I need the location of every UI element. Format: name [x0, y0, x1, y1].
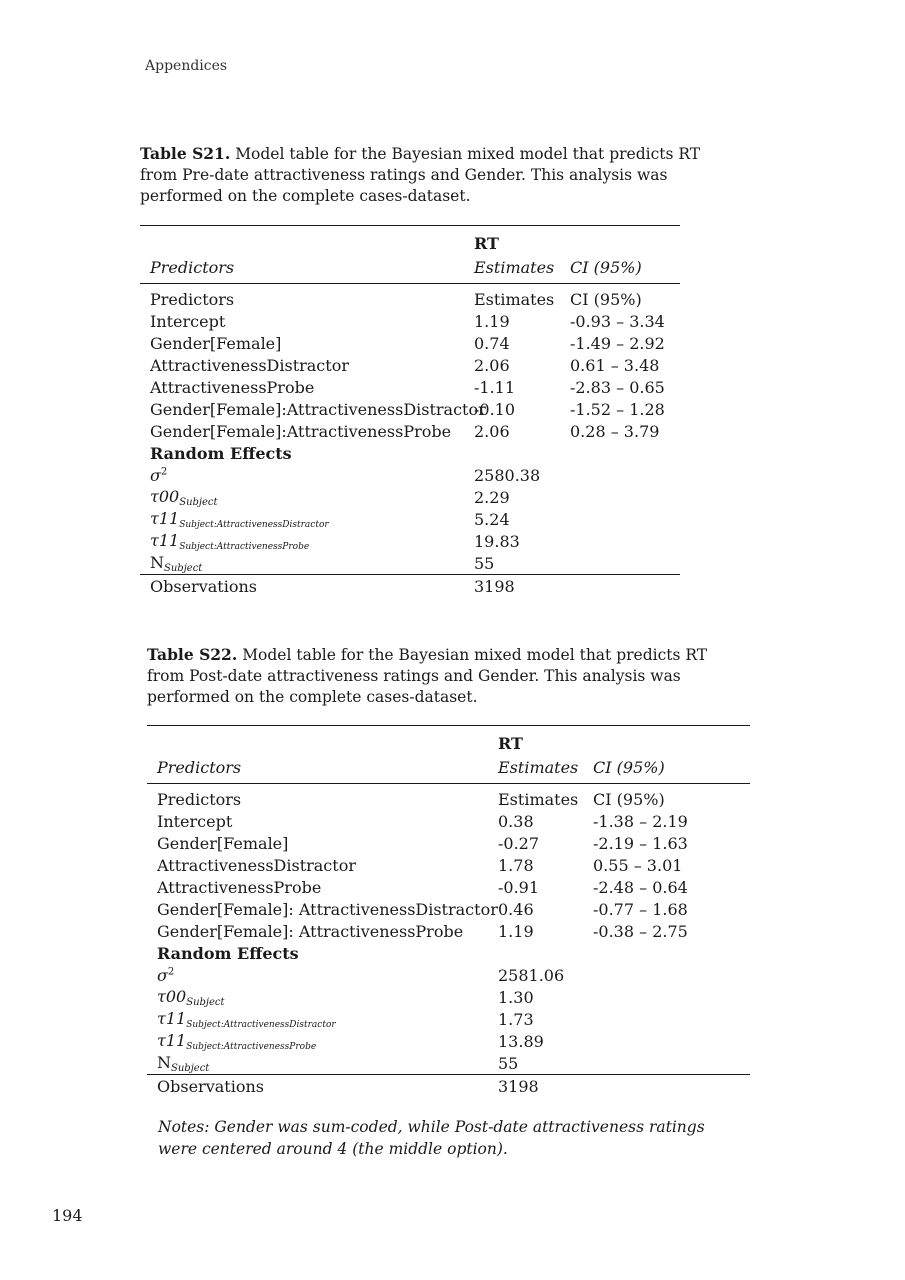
- table-row: [140, 332, 680, 354]
- table-s21-col-estimates: Estimates: [474, 257, 555, 277]
- cell-estimate: 55: [474, 553, 495, 573]
- cell-estimate: 1.78: [498, 855, 534, 875]
- cell-estimate: 2.06: [474, 421, 510, 441]
- cell-ci: -1.38 – 2.19: [593, 811, 688, 831]
- cell-predictor: AttractivenessProbe: [150, 377, 315, 397]
- table-row: [140, 420, 680, 442]
- table-s21-dv-header: RT: [474, 233, 499, 253]
- table-row: [147, 788, 750, 810]
- table-s21-col-predictors: Predictors: [150, 257, 235, 277]
- table-row: [147, 920, 750, 942]
- running-head: Appendices: [145, 58, 228, 74]
- cell-predictor: Gender[Female]: AttractivenessProbe: [157, 921, 464, 941]
- cell-ci: CI (95%): [593, 789, 665, 809]
- sigma-symbol: σ: [150, 465, 161, 485]
- tau-subscript: Subject:AttractivenessProbe: [186, 1041, 317, 1052]
- cell-estimate: Estimates: [498, 789, 579, 809]
- table-row: [140, 508, 680, 530]
- table-row: [140, 376, 680, 398]
- cell-predictor: Gender[Female]: AttractivenessDistractor: [157, 899, 498, 919]
- cell-predictor: AttractivenessDistractor: [150, 355, 349, 375]
- table-row: [147, 1030, 750, 1052]
- table-row: [140, 464, 680, 486]
- cell-estimate: 0.38: [498, 811, 534, 831]
- cell-ci: -0.77 – 1.68: [593, 899, 688, 919]
- n-symbol: N: [150, 552, 164, 572]
- table-notes: Notes: Gender was sum-coded, while Post-date attractiveness ratings were centered around 4 (the middle option).: [158, 1118, 705, 1158]
- observations-value: 3198: [474, 576, 515, 596]
- tau-subscript: Subject:AttractivenessDistractor: [186, 1019, 336, 1030]
- cell-predictor: Gender[Female]:AttractivenessProbe: [150, 421, 452, 441]
- tau-subscript: Subject:AttractivenessProbe: [179, 541, 310, 552]
- cell-predictor: [147, 1053, 498, 1074]
- cell-estimate: 1.30: [498, 987, 534, 1007]
- cell-ci: -1.52 – 1.28: [570, 399, 665, 419]
- table-s21-col-ci: CI (95%): [570, 257, 642, 277]
- cell-predictor: Gender[Female]: [157, 833, 289, 853]
- cell-predictor: [140, 509, 474, 530]
- table-row: [140, 486, 680, 508]
- tau-symbol: τ11: [157, 1008, 187, 1028]
- table-row: [140, 530, 680, 552]
- n-subscript: Subject: [164, 562, 203, 574]
- cell-estimate: 0.46: [498, 899, 534, 919]
- cell-estimate: 2.29: [474, 487, 510, 507]
- table-row: [147, 898, 750, 920]
- sigma-sup: 2: [167, 966, 175, 978]
- table-s22-label: Table S22.: [147, 645, 238, 664]
- table-s21-fixed-rows: [140, 288, 680, 442]
- cell-ci: CI (95%): [570, 289, 642, 309]
- table-row: [147, 854, 750, 876]
- table-row: [147, 1075, 750, 1097]
- cell-predictor: Intercept: [157, 811, 233, 831]
- tau-symbol: τ11: [150, 530, 180, 550]
- cell-ci: -0.93 – 3.34: [570, 311, 665, 331]
- table-s22-caption-text: Model table for the Bayesian mixed model that predicts RT from Post-date attractiveness ratings and Gender. This analysis was performed on the complete cases-dataset.: [147, 646, 708, 706]
- cell-estimate: 1.19: [498, 921, 534, 941]
- cell-predictor: [140, 487, 474, 508]
- cell-estimate: 1.19: [474, 311, 510, 331]
- table-s21: [140, 225, 680, 597]
- table-s22: [147, 725, 750, 1097]
- cell-ci: 0.61 – 3.48: [570, 355, 660, 375]
- cell-predictor: Gender[Female]:AttractivenessDistractor: [150, 399, 486, 419]
- observations-label: Observations: [150, 576, 257, 596]
- table-row: [147, 876, 750, 898]
- cell-estimate: 2581.06: [498, 965, 565, 985]
- cell-estimate: 1.73: [498, 1009, 534, 1029]
- table-s21-label: Table S21.: [140, 144, 231, 163]
- table-row: [140, 552, 680, 574]
- tau-symbol: τ00: [150, 486, 180, 506]
- table-s22-caption: [147, 644, 727, 708]
- cell-predictor: Predictors: [157, 789, 242, 809]
- table-row: [147, 810, 750, 832]
- table-s21-caption-text: Model table for the Bayesian mixed model that predicts RT from Pre-date attractiveness ratings and Gender. This analysis was performed on the complete cases-dataset.: [140, 145, 701, 205]
- table-row: [147, 1008, 750, 1030]
- table-s21-caption: [140, 143, 720, 207]
- table-s22-random-effects-heading: Random Effects: [157, 943, 299, 963]
- tau-symbol: τ00: [157, 986, 187, 1006]
- page-number: 194: [52, 1206, 83, 1225]
- table-row: [140, 354, 680, 376]
- tau-subscript: Subject: [179, 496, 218, 508]
- tau-symbol: τ11: [150, 508, 180, 528]
- cell-estimate: -0.10: [474, 399, 516, 419]
- cell-ci: -2.48 – 0.64: [593, 877, 688, 897]
- cell-predictor: [147, 1009, 498, 1030]
- cell-predictor: AttractivenessProbe: [157, 877, 322, 897]
- cell-ci: -0.38 – 2.75: [593, 921, 688, 941]
- cell-predictor: [140, 466, 474, 485]
- cell-predictor: AttractivenessDistractor: [157, 855, 356, 875]
- cell-estimate: -0.91: [498, 877, 540, 897]
- cell-predictor: Intercept: [150, 311, 226, 331]
- tau-subscript: Subject:AttractivenessDistractor: [179, 519, 329, 530]
- cell-estimate: 19.83: [474, 531, 520, 551]
- cell-estimate: -1.11: [474, 377, 516, 397]
- table-row: [140, 310, 680, 332]
- tau-symbol: τ11: [157, 1030, 187, 1050]
- table-row: [147, 1052, 750, 1074]
- table-s22-col-estimates: Estimates: [498, 757, 579, 777]
- cell-ci: -2.83 – 0.65: [570, 377, 665, 397]
- table-row: [140, 398, 680, 420]
- table-s22-col-predictors: Predictors: [157, 757, 242, 777]
- cell-predictor: [147, 987, 498, 1008]
- table-row: [140, 288, 680, 310]
- cell-estimate: 0.74: [474, 333, 510, 353]
- observations-label: Observations: [157, 1076, 264, 1096]
- cell-estimate: 2.06: [474, 355, 510, 375]
- cell-estimate: 2580.38: [474, 465, 541, 485]
- cell-estimate: 55: [498, 1053, 519, 1073]
- tau-subscript: Subject: [186, 996, 225, 1008]
- cell-predictor: [147, 966, 498, 985]
- cell-estimate: 13.89: [498, 1031, 544, 1051]
- table-row: [147, 832, 750, 854]
- n-symbol: N: [157, 1052, 171, 1072]
- cell-estimate: -0.27: [498, 833, 540, 853]
- n-subscript: Subject: [171, 1062, 210, 1074]
- sigma-sup: 2: [160, 466, 168, 478]
- cell-ci: -1.49 – 2.92: [570, 333, 665, 353]
- sigma-symbol: σ: [157, 965, 168, 985]
- cell-predictor: Predictors: [150, 289, 235, 309]
- table-row: [140, 575, 680, 597]
- cell-ci: 0.28 – 3.79: [570, 421, 660, 441]
- cell-predictor: [147, 1031, 498, 1052]
- cell-predictor: [140, 531, 474, 552]
- table-s22-fixed-rows: [147, 788, 750, 942]
- table-s22-col-ci: CI (95%): [593, 757, 665, 777]
- cell-predictor: [140, 553, 474, 574]
- observations-value: 3198: [498, 1076, 539, 1096]
- table-row: [147, 964, 750, 986]
- cell-estimate: 5.24: [474, 509, 510, 529]
- table-s22-dv-header: RT: [498, 733, 523, 753]
- cell-estimate: Estimates: [474, 289, 555, 309]
- cell-predictor: Gender[Female]: [150, 333, 282, 353]
- table-row: [147, 986, 750, 1008]
- table-s21-random-effects-heading: Random Effects: [150, 443, 292, 463]
- cell-ci: 0.55 – 3.01: [593, 855, 683, 875]
- cell-ci: -2.19 – 1.63: [593, 833, 688, 853]
